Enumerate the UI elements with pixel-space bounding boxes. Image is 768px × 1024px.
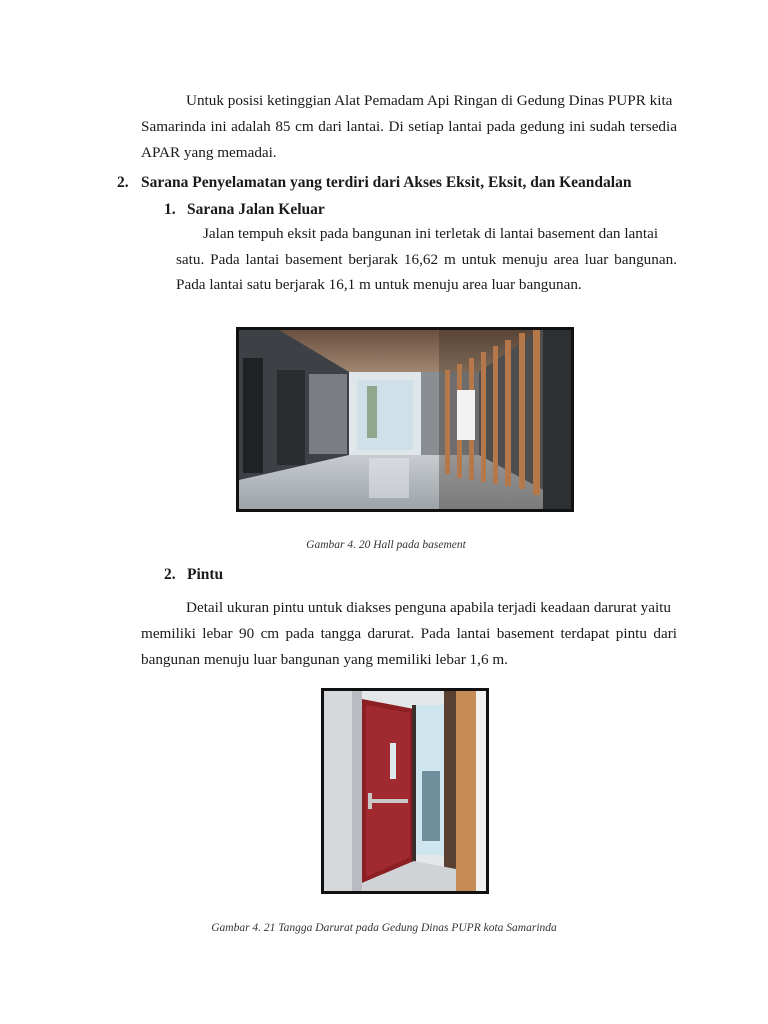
section-title: Sarana Penyelamatan yang terdiri dari Akses Eksit, Eksit, dan Keandalan	[141, 174, 632, 191]
section-number: 2.	[117, 174, 129, 191]
subsection-2-number: 2.	[164, 566, 176, 583]
sub1-line-2: satu. Pada lantai basement berjarak 16,62 m untuk menuju area luar bangunan.	[176, 251, 677, 268]
subsection-1-title: Sarana Jalan Keluar	[187, 201, 325, 218]
intro-line-1: Untuk posisi ketinggian Alat Pemadam Api Ringan di Gedung Dinas PUPR kita	[186, 92, 673, 109]
sub1-line-3: Pada lantai satu berjarak 16,1 m untuk menuju area luar bangunan.	[176, 276, 582, 293]
figure-2-caption: Gambar 4. 21 Tangga Darurat pada Gedung Dinas PUPR kota Samarinda	[211, 922, 557, 934]
subsection-1-number: 1.	[164, 201, 176, 218]
sub2-line-3: bangunan menuju luar bangunan yang memiliki lebar 1,6 m.	[141, 651, 508, 668]
sub2-line-2: memiliki lebar 90 cm pada tangga darurat. Pada lantai basement terdapat pintu dari	[141, 625, 677, 642]
intro-line-2: Samarinda ini adalah 85 cm dari lantai. Di setiap lantai pada gedung ini sudah tersedia	[141, 118, 677, 135]
intro-line-3: APAR yang memadai.	[141, 144, 277, 161]
hall-basement-photo	[236, 327, 574, 512]
figure-1-caption: Gambar 4. 20 Hall pada basement	[306, 539, 466, 551]
emergency-door-photo	[321, 688, 489, 894]
sub2-line-1: Detail ukuran pintu untuk diakses penguna apabila terjadi keadaan darurat yaitu	[186, 599, 671, 616]
subsection-2-title: Pintu	[187, 566, 224, 583]
sub1-line-1: Jalan tempuh eksit pada bangunan ini terletak di lantai basement dan lantai	[203, 225, 659, 242]
